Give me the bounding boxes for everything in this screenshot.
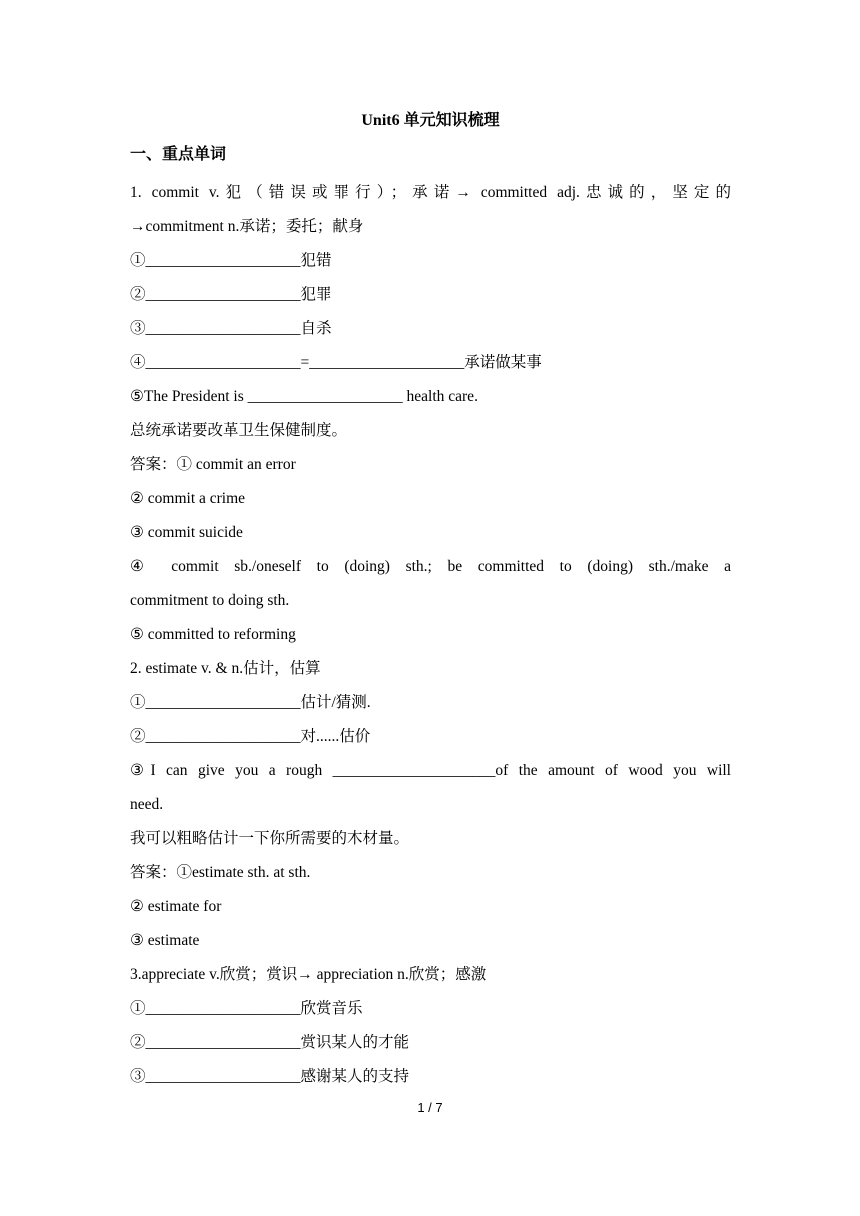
text-line: ①____________________估计/猜测. — [130, 694, 371, 711]
text-line: 答案：① commit an error — [130, 456, 296, 473]
page-number: 1 / 7 — [417, 1100, 443, 1115]
text-line: ③I can give you a rough _____________________of the amount of wood you will — [130, 762, 731, 779]
text-line: ④ commit sb./oneself to (doing) sth.; be committed to (doing) sth./make a — [130, 558, 731, 575]
text-line: commitment to doing sth. — [130, 592, 290, 609]
text-line: ③ estimate — [130, 932, 200, 949]
text-line: ④____________________=____________________承诺做某事 — [130, 354, 542, 371]
text-line: ①____________________犯错 — [130, 252, 332, 269]
text-line: need. — [130, 796, 164, 813]
text-line: ② estimate for — [130, 898, 222, 915]
text-line: 答案：①estimate sth. at sth. — [130, 864, 311, 881]
text-line: ③____________________自杀 — [130, 320, 332, 337]
text-line: 3.appreciate v.欣赏；赏识→ appreciation n.欣赏；感激 — [130, 966, 487, 983]
text-line: ⑤ committed to reforming — [130, 626, 296, 643]
text-line: →commitment n.承诺；委托；献身 — [130, 218, 364, 235]
text-line: ②____________________犯罪 — [130, 286, 332, 303]
text-line: 1. commit v.犯（错误或罪行）；承诺→ committed adj.忠诚的，坚定的 — [130, 184, 731, 201]
text-line: ③____________________感谢某人的支持 — [130, 1068, 410, 1085]
text-line: ⑤The President is ____________________ health care. — [130, 388, 478, 405]
document-title: Unit6 单元知识梳理 — [361, 112, 500, 129]
section-heading: 一、重点单词 — [130, 146, 227, 163]
text-line: ①____________________欣赏音乐 — [130, 1000, 363, 1017]
text-line: ② commit a crime — [130, 490, 246, 507]
text-line: ②____________________对......估价 — [130, 728, 371, 745]
text-line: 2. estimate v. & n.估计，估算 — [130, 660, 321, 677]
text-line: ②____________________赏识某人的才能 — [130, 1034, 410, 1051]
text-line: 我可以粗略估计一下你所需要的木材量。 — [130, 830, 410, 847]
text-line: 总统承诺要改革卫生保健制度。 — [130, 422, 348, 439]
document-page — [130, 108, 731, 1094]
text-line: ③ commit suicide — [130, 524, 243, 541]
